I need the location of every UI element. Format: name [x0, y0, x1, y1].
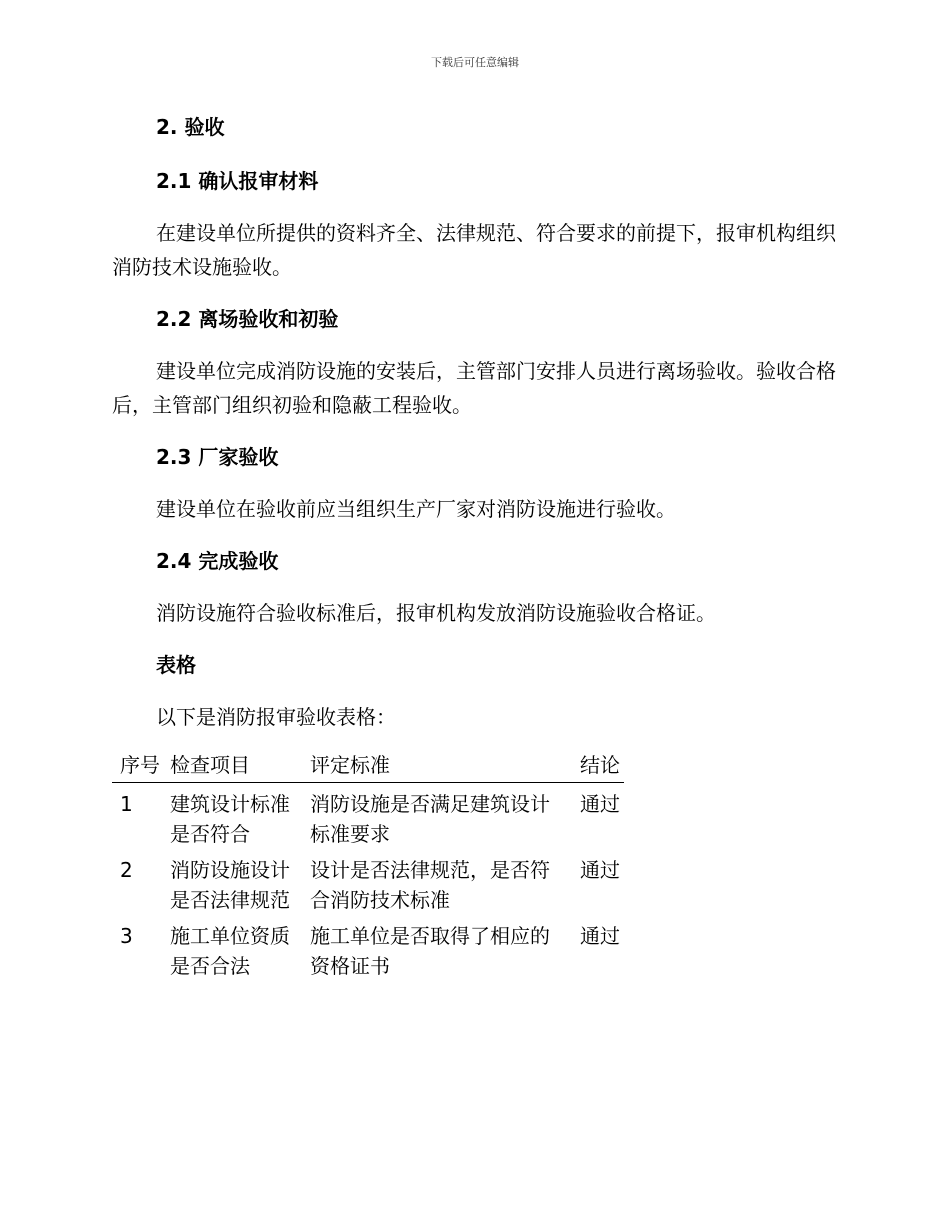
table-section-title: 表格 — [156, 653, 196, 677]
table-row — [112, 915, 624, 981]
header-criteria: 评定标准 — [310, 750, 574, 783]
section-2-4-body: 消防设施符合验收标准后，报审机构发放消防设施验收合格证。 — [156, 601, 716, 625]
row-criteria: 消防设施是否满足建筑设计标准要求 — [310, 792, 550, 846]
row-item: 施工单位资质是否合法 — [170, 924, 290, 978]
row-item: 消防设施设计是否法律规范 — [170, 858, 290, 912]
section-2-title: 2. 验收 — [156, 115, 225, 139]
row-index: 1 — [120, 792, 133, 816]
header-watermark: 下载后可任意编辑 — [431, 56, 519, 69]
table-row — [112, 849, 624, 915]
section-2-3-title: 2.3 厂家验收 — [156, 445, 279, 469]
section-2-1-title: 2.1 确认报审材料 — [156, 169, 319, 193]
row-conclusion: 通过 — [580, 858, 620, 882]
section-2-2-title: 2.2 离场验收和初验 — [156, 307, 339, 331]
row-criteria: 设计是否法律规范，是否符合消防技术标准 — [310, 858, 550, 912]
section-2-4-title: 2.4 完成验收 — [156, 549, 279, 573]
header-index: 序号 — [112, 750, 170, 783]
row-criteria: 施工单位是否取得了相应的资格证书 — [310, 924, 550, 978]
inspection-table — [112, 750, 624, 981]
row-conclusion: 通过 — [580, 792, 620, 816]
row-index: 3 — [120, 924, 133, 948]
header-conclusion: 结论 — [574, 750, 624, 783]
header-item: 检查项目 — [170, 750, 310, 783]
section-2-1-body: 在建设单位所提供的资料齐全、法律规范、符合要求的前提下，报审机构组织消防技术设施验收。 — [112, 221, 836, 279]
row-conclusion: 通过 — [580, 924, 620, 948]
table-header-row — [112, 750, 624, 783]
document-body — [112, 110, 842, 981]
table-intro: 以下是消防报审验收表格： — [156, 705, 396, 729]
row-item: 建筑设计标准是否符合 — [170, 792, 290, 846]
table-row — [112, 783, 624, 850]
section-2-3-body: 建设单位在验收前应当组织生产厂家对消防设施进行验收。 — [156, 497, 676, 521]
row-index: 2 — [120, 858, 133, 882]
section-2-2-body: 建设单位完成消防设施的安装后，主管部门安排人员进行离场验收。验收合格后，主管部门组织初验和隐蔽工程验收。 — [112, 359, 836, 417]
